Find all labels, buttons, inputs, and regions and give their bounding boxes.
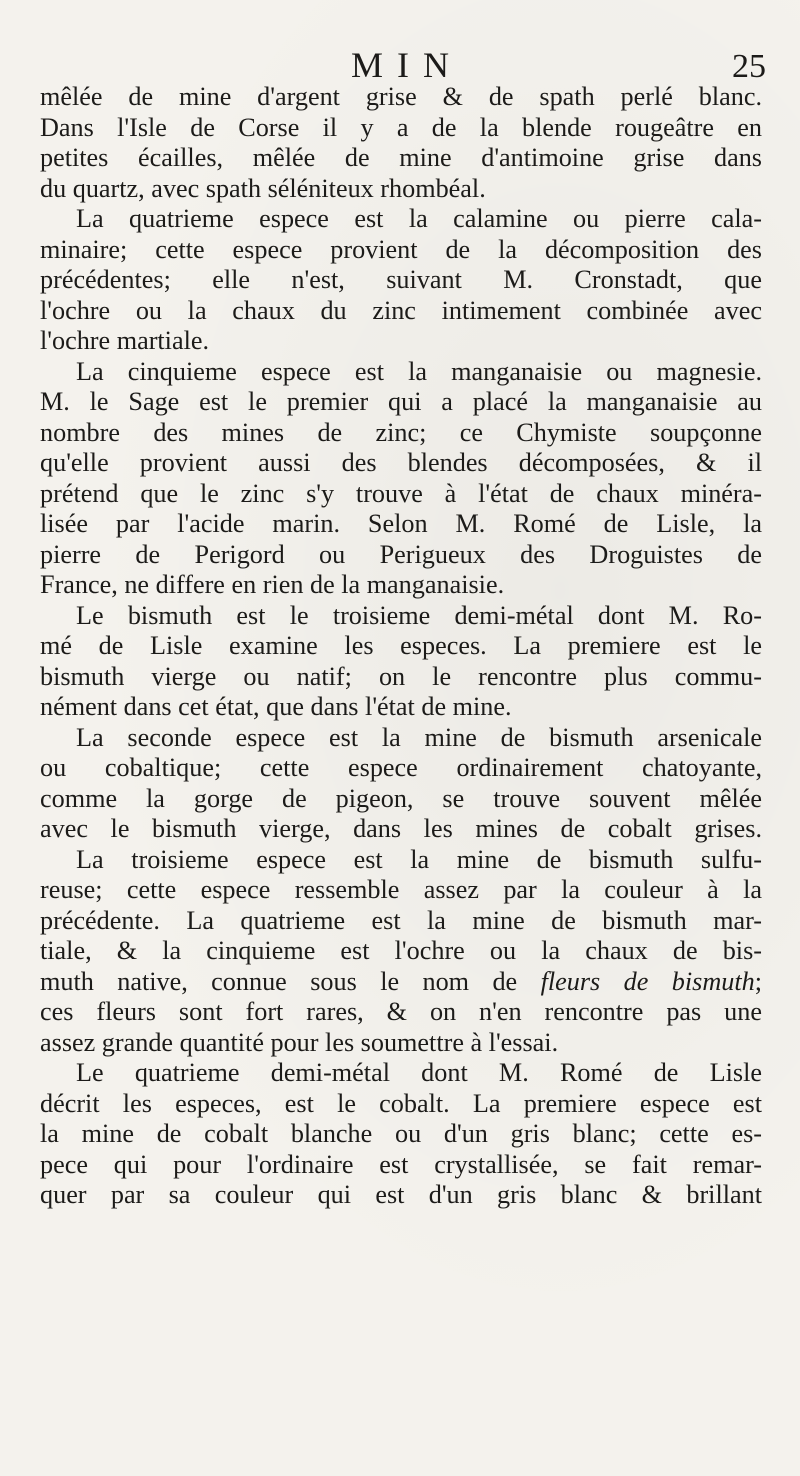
text-line: France, ne differe en rien de la manganaisie. [40,570,505,599]
text-line: quer par sa couleur qui est d'un gris blanc & brillant [40,1180,762,1209]
text-segment: ; [754,966,762,996]
text-line: pierre de Perigord ou Perigueux des Droguistes de [40,539,762,569]
text-line: l'ochre ou la chaux du zinc intimement combinée avec [40,295,762,325]
text-line: lisée par l'acide marin. Selon M. Romé de Lisle, la [40,509,762,538]
text-line: nombre des mines de zinc; ce Chymiste soupçonne [40,417,762,447]
text-line: nément dans cet état, que dans l'état de mine. [40,692,512,721]
text-line [40,967,762,998]
text-line: assez grande quantité pour les soumettre à l'essai. [40,1027,559,1057]
text-line: minaire; cette espece provient de la décomposition des [40,234,762,264]
text-line: Le quatrieme demi-métal dont M. Romé de Lisle [76,1058,762,1087]
italic-term: fleurs de bismuth [540,966,755,996]
text-line: M. le Sage est le premier qui a placé la manganaisie au [40,387,762,416]
text-line: l'ochre martiale. [40,326,210,355]
text-line: ou cobaltique; cette espece ordinairement chatoyante, [40,753,762,782]
page-number: 25 [732,48,766,85]
body-text [40,82,762,1211]
text-line: La troisieme espece est la mine de bismuth sulfu- [76,844,762,874]
text-line: précédente. La quatrieme est la mine de bismuth mar- [40,905,762,935]
text-line: décrit les especes, est le cobalt. La premiere espece est [40,1088,762,1118]
text-line: Le bismuth est le troisieme demi-métal dont M. Ro- [76,600,762,630]
text-line: précédentes; elle n'est, suivant M. Cronstadt, que [40,265,762,294]
text-line: qu'elle provient aussi des blendes décomposées, & il [40,448,762,477]
text-line: ces fleurs sont fort rares, & on n'en rencontre pas une [40,997,762,1026]
text-line: La cinquieme espece est la manganaisie ou magnesie. [76,356,762,386]
text-line: reuse; cette espece ressemble assez par la couleur à la [40,875,762,904]
text-segment: muth native, connue sous le nom de [40,966,541,996]
text-line: comme la gorge de pigeon, se trouve souvent mêlée [40,783,762,813]
text-line: la mine de cobalt blanche ou d'un gris blanc; cette es- [40,1119,762,1148]
text-line: La quatrieme espece est la calamine ou pierre cala- [76,204,762,233]
text-line: petites écailles, mêlée de mine d'antimoine grise dans [40,143,762,172]
text-line: pece qui pour l'ordinaire est crystallisée, se fait remar- [40,1149,762,1179]
text-line: Dans l'Isle de Corse il y a de la blende rougeâtre en [40,112,762,142]
text-line: avec le bismuth vierge, dans les mines de cobalt grises. [40,814,762,843]
text-line: tiale, & la cinquieme est l'ochre ou la chaux de bis- [40,936,762,965]
text-line: prétend que le zinc s'y trouve à l'état de chaux minéra- [40,478,762,508]
text-line: mêlée de mine d'argent grise & de spath perlé blanc. [40,82,762,111]
text-line: La seconde espece est la mine de bismuth arsenicale [76,722,762,752]
text-line: mé de Lisle examine les especes. La premiere est le [40,631,762,660]
text-line: bismuth vierge ou natif; on le rencontre plus commu- [40,661,762,691]
running-head-title: MIN [351,45,463,85]
text-line: du quartz, avec spath séléniteux rhombéal. [40,173,486,203]
